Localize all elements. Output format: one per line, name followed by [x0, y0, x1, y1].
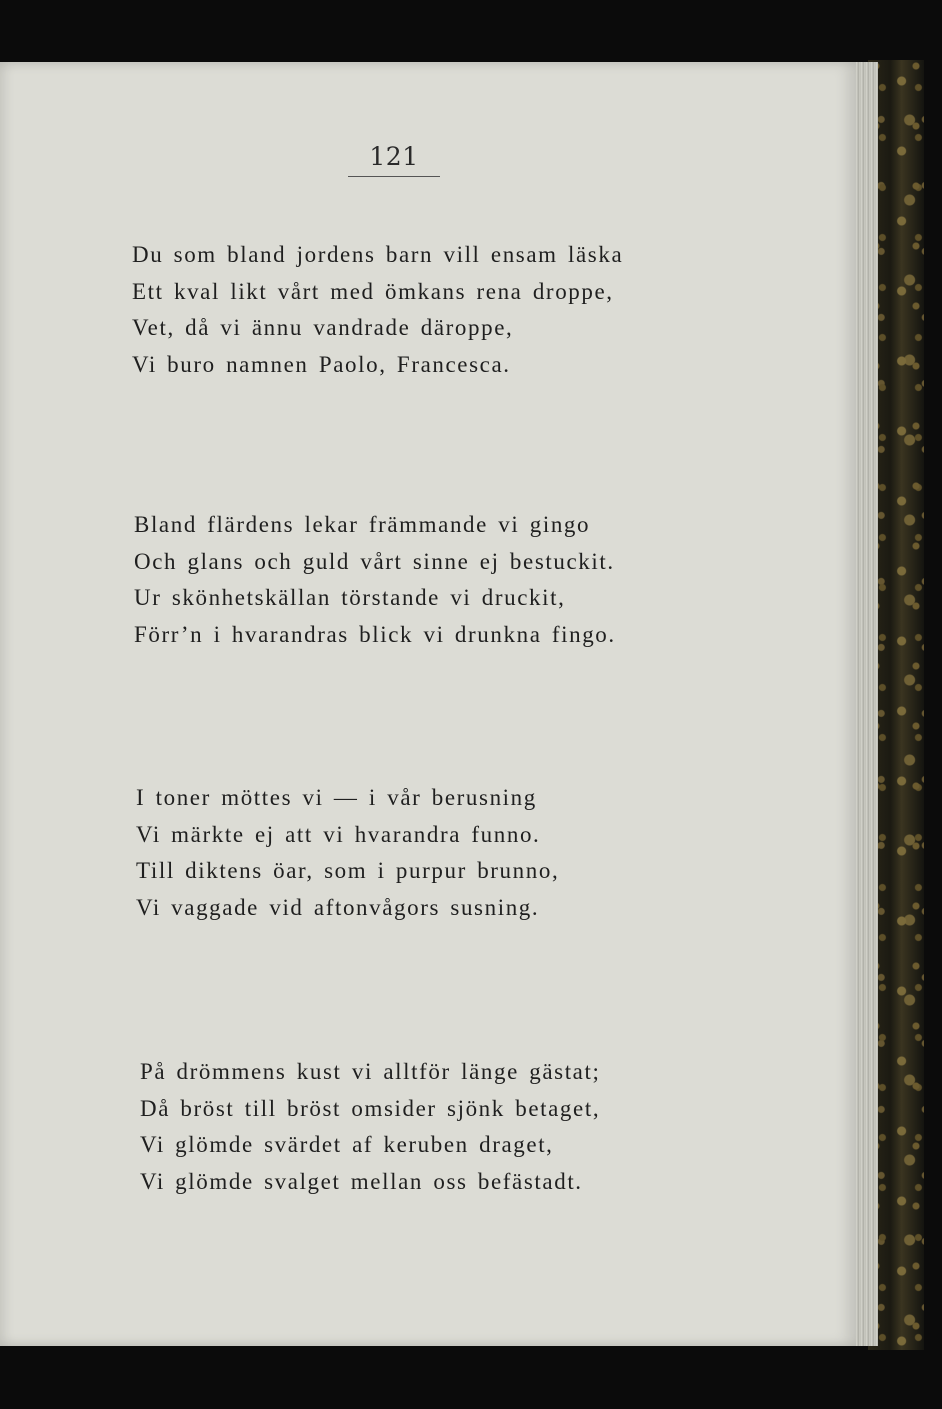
poem-line: Vi vaggade vid aftonvågors susning.: [136, 894, 540, 920]
book-page: [0, 62, 856, 1346]
page-number: 121: [369, 142, 419, 171]
poem-line: Vi märkte ej att vi hvarandra funno.: [136, 821, 541, 847]
poem-line: Vet, då vi ännu vandrade däroppe,: [132, 315, 514, 340]
stanza-3: [136, 780, 559, 926]
poem-line: Du som bland jordens barn vill ensam läska: [132, 242, 624, 267]
poem-line: Bland flärdens lekar främmande vi gingo: [134, 512, 591, 537]
page-number-rule: [348, 176, 440, 177]
poem-line: Och glans och guld vårt sinne ej bestuckit.: [134, 548, 615, 574]
stanza-2: [134, 507, 616, 653]
poem-line: Vi buro namnen Paolo, Francesca.: [132, 351, 511, 377]
poem-line: Vi glömde svalget mellan oss befästadt.: [140, 1168, 583, 1194]
poem-line: Förr’n i hvarandras blick vi drunkna fingo.: [134, 621, 616, 647]
poem-line: Ett kval likt vårt med ömkans rena droppe,: [132, 278, 614, 304]
poem-line: I toner möttes vi — i vår berusning: [136, 785, 537, 810]
poem-line: Då bröst till bröst omsider sjönk betaget,: [140, 1095, 601, 1121]
poem-line: Ur skönhetskällan törstande vi druckit,: [134, 585, 566, 610]
stanza-1: [132, 237, 623, 383]
stanza-4: [140, 1054, 600, 1200]
poem-line: Till diktens öar, som i purpur brunno,: [136, 858, 560, 883]
poem-line: På drömmens kust vi alltför länge gästat;: [140, 1059, 601, 1084]
poem-line: Vi glömde svärdet af keruben draget,: [140, 1132, 554, 1157]
